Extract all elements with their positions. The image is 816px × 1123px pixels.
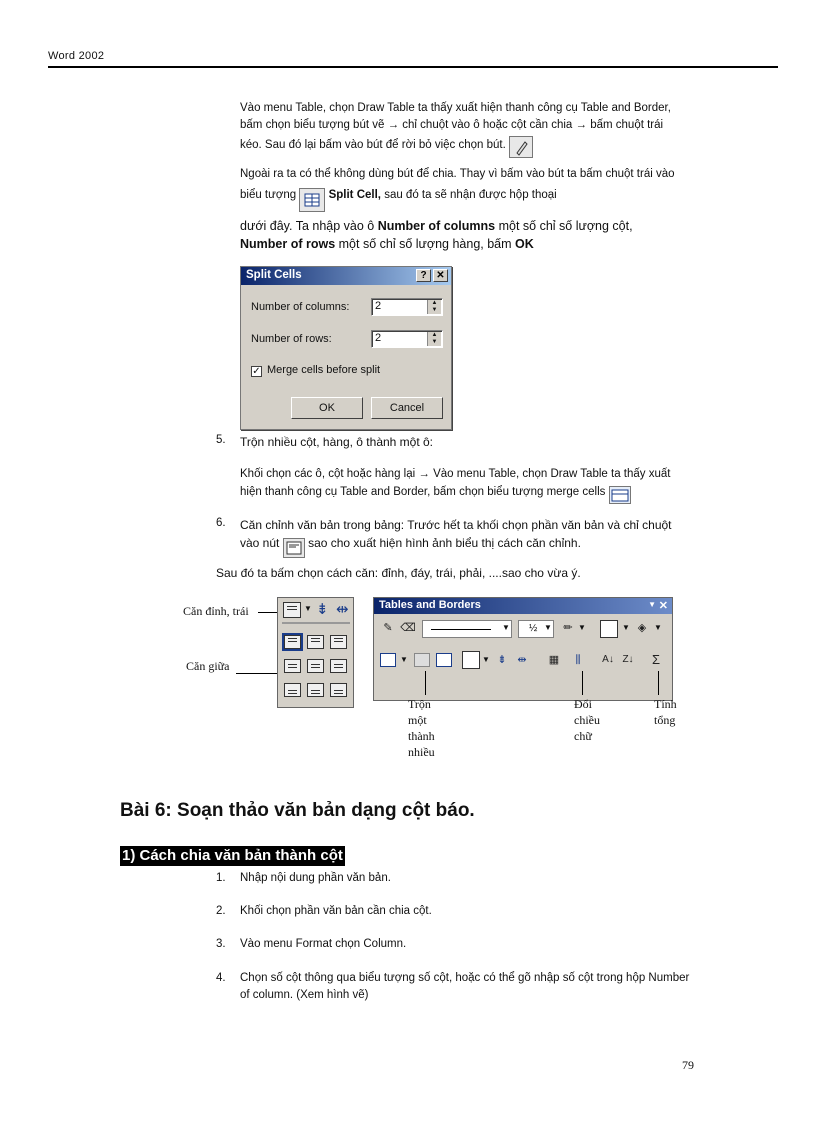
align-bottom-right-icon[interactable] <box>330 683 347 697</box>
header-rule <box>48 66 778 68</box>
list-item: Nhập nội dung phần văn bản. <box>240 872 391 884</box>
intro-paragraph-3: dưới đây. Ta nhập vào ô Number of columns một số chỉ số lượng cột, Number of rows một số chỉ số lượng hàng, bấm OK <box>240 219 633 251</box>
draw-table-pencil-icon[interactable]: ✎ <box>383 622 393 634</box>
list-item-number: 3. <box>216 938 226 950</box>
callout-line <box>658 671 659 695</box>
shading-color-icon[interactable]: ◈ <box>637 622 647 634</box>
align-top-left-icon[interactable] <box>283 602 301 618</box>
columns-label: Number of columns: <box>251 301 350 313</box>
close-button[interactable]: ✕ <box>433 269 448 282</box>
merge-cells-icon[interactable] <box>414 653 430 667</box>
align-top-left-icon[interactable] <box>284 635 301 649</box>
cancel-button[interactable]: Cancel <box>371 397 443 419</box>
callout-line <box>425 671 426 695</box>
text-direction-icon[interactable]: ⫼ <box>575 654 581 666</box>
callout-line <box>582 671 583 695</box>
align-dropdown-icon[interactable]: ▼ <box>482 655 490 664</box>
align-top-center-icon[interactable] <box>307 635 324 649</box>
align-bottom-left-icon[interactable] <box>284 683 301 697</box>
split-cells-icon[interactable] <box>436 653 452 667</box>
step-number: 5. <box>216 434 226 446</box>
line-weight-select[interactable]: ½ <box>518 620 554 638</box>
table-autoformat-icon[interactable]: ▦ <box>548 654 560 666</box>
toolbar-close-button[interactable]: ✕ <box>658 600 668 612</box>
ok-button[interactable]: OK <box>291 397 363 419</box>
align-middle-left-icon[interactable] <box>284 659 301 673</box>
align-button-icon <box>283 538 305 558</box>
step-title: Trộn nhiều cột, hàng, ô thành một ô: <box>240 435 434 449</box>
align-bottom-center-icon[interactable] <box>307 683 324 697</box>
rows-spinner-icon[interactable]: ▲ ▼ <box>427 332 441 346</box>
page-number: 79 <box>682 1058 694 1072</box>
toolbar-titlebar <box>374 598 672 614</box>
toolbar-menu-icon[interactable]: ▼ <box>648 600 656 609</box>
align-middle-center-icon[interactable] <box>307 659 324 673</box>
list-item: Chọn số cột thông qua biểu tượng số cột, hoặc có thể gõ nhập số cột trong hộp Number of column. (Xem hình vẽ) <box>240 972 690 1001</box>
sort-descending-icon[interactable]: Z↓ <box>622 654 634 665</box>
line-weight-dropdown-icon[interactable]: ▼ <box>544 623 552 632</box>
border-color-icon[interactable]: ✏ <box>563 622 573 634</box>
line-style-select[interactable] <box>422 620 512 638</box>
distribute-columns-icon[interactable]: ⇹ <box>517 654 527 666</box>
label-top-left: Căn đỉnh, trái <box>183 604 249 618</box>
line-style-dropdown-icon[interactable]: ▼ <box>502 623 510 632</box>
align-panel <box>277 597 354 708</box>
autosum-icon[interactable]: Σ <box>651 652 661 667</box>
list-item-number: 4. <box>216 972 226 984</box>
list-item-number: 2. <box>216 905 226 917</box>
step-title: Căn chỉnh văn bản trong bảng: Trước hết ta khối chọn phần văn bản và chỉ chuột vào nút sao cho xuất hiện hình ảnh biểu thị cách căn chỉnh. <box>240 517 680 554</box>
step-body: Khối chọn các ô, cột hoặc hàng lại → Vào menu Table, chọn Draw Table ta thấy xuất hiện thanh công cụ Table and Border, bấm chọn biểu tượng merge cells <box>240 466 690 501</box>
insert-table-dropdown-icon[interactable]: ▼ <box>400 655 408 664</box>
callout-direction: Đổi chiều chữ <box>574 697 600 743</box>
dropdown-icon[interactable]: ▼ <box>304 604 312 613</box>
list-item: Khối chọn phần văn bản cần chia cột. <box>240 905 432 917</box>
columns-spinner-icon[interactable]: ▲ ▼ <box>427 300 441 314</box>
align-top-right-icon[interactable] <box>330 635 347 649</box>
align-middle-right-icon[interactable] <box>330 659 347 673</box>
border-color-dropdown-icon[interactable]: ▼ <box>578 623 586 632</box>
split-cell-icon <box>299 188 325 212</box>
rows-input[interactable]: 2 ▲ ▼ <box>371 330 443 348</box>
line-style-preview <box>431 629 491 630</box>
help-button[interactable]: ? <box>416 269 431 282</box>
list-item: Vào menu Format chọn Column. <box>240 938 407 950</box>
rows-label: Number of rows: <box>251 333 332 345</box>
intro-paragraph-2: Ngoài ra ta có thể không dùng bút để chia. Thay vì bấm vào bút ta bấm chuột trái vào biểu tượng Split Cell, sau đó ta sẽ nhận được hộp thoại <box>240 166 680 207</box>
list-item-number: 1. <box>216 872 226 884</box>
toolbar-title: Tables and Borders <box>379 599 481 611</box>
dialog-titlebar <box>241 267 451 285</box>
callout-sum: Tính tổng <box>654 697 677 727</box>
distribute-rows-icon[interactable]: ⇟ <box>497 654 507 666</box>
eraser-icon[interactable]: ⌫ <box>400 622 416 634</box>
borders-icon[interactable] <box>600 620 618 638</box>
section-subheading: 1) Cách chia văn bản thành cột <box>122 847 343 864</box>
step-number: 6. <box>216 517 226 529</box>
pencil-icon <box>509 136 533 158</box>
split-cells-dialog <box>240 266 452 430</box>
distribute-rows-icon[interactable]: ⇟ <box>316 601 329 618</box>
label-middle: Căn giữa <box>186 659 230 673</box>
section-heading: Bài 6: Soạn thảo văn bản dạng cột báo. <box>120 800 475 821</box>
distribute-columns-icon[interactable]: ⇹ <box>336 601 349 618</box>
after-steps-text: Sau đó ta bấm chọn cách căn: đỉnh, đáy, trái, phải, ....sao cho vừa ý. <box>216 566 581 580</box>
sort-ascending-icon[interactable]: A↓ <box>602 654 614 665</box>
merge-label: Merge cells before split <box>267 364 381 376</box>
columns-input[interactable]: 2 ▲ ▼ <box>371 298 443 316</box>
panel-divider <box>282 622 350 624</box>
insert-table-icon[interactable] <box>380 653 396 667</box>
merge-checkbox[interactable]: ✓ <box>252 366 261 377</box>
align-icon[interactable] <box>462 651 480 669</box>
callout-merge: Trộn một thành nhiều <box>408 697 435 759</box>
dialog-title: Split Cells <box>246 269 302 281</box>
merge-cells-icon <box>609 486 631 504</box>
intro-paragraph-1: Vào menu Table, chọn Draw Table ta thấy xuất hiện thanh công cụ Table and Border, bấm chọn biểu tượng bút vẽ → chỉ chuột vào ô hoặc cột cần chia → bấm chuột trái kéo. Sau đó lại bấm vào bút để rời bỏ việc chọn bút. <box>240 100 680 156</box>
tables-borders-toolbar <box>373 597 673 701</box>
shading-dropdown-icon[interactable]: ▼ <box>654 623 662 632</box>
running-header: Word 2002 <box>48 50 105 62</box>
borders-dropdown-icon[interactable]: ▼ <box>622 623 630 632</box>
